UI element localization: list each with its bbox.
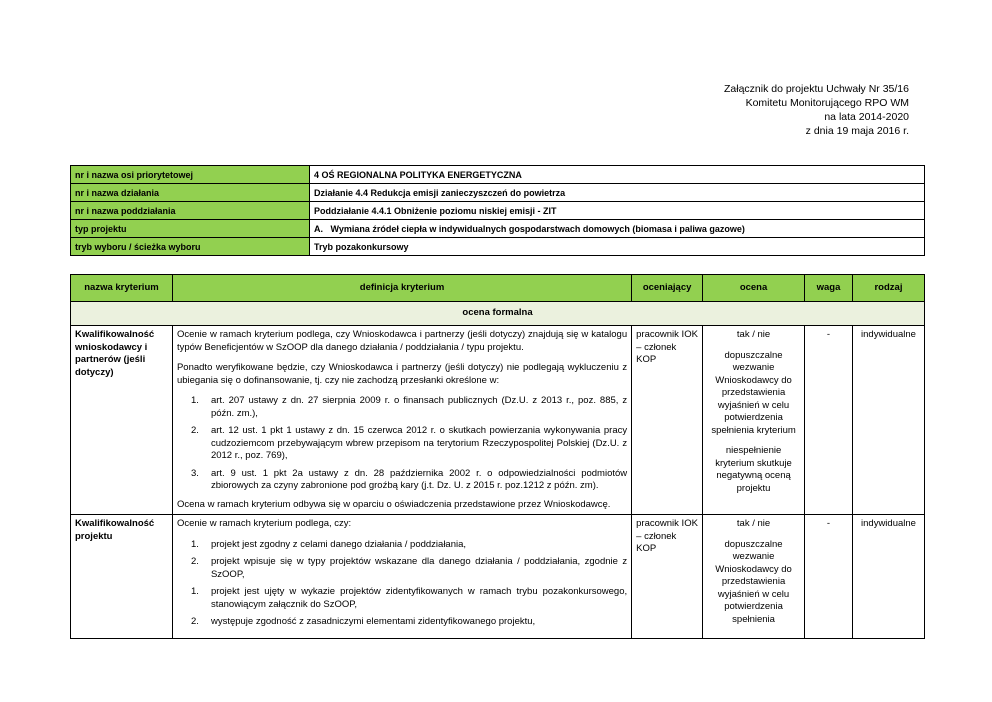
criteria-header-row bbox=[71, 275, 925, 302]
criterion-definition bbox=[172, 515, 631, 639]
criterion-rating bbox=[703, 515, 805, 639]
info-row bbox=[71, 184, 925, 202]
column-header-evaluator: oceniający bbox=[632, 275, 703, 302]
list-item bbox=[177, 586, 627, 611]
info-label: nr i nazwa osi priorytetowej bbox=[71, 166, 310, 184]
list-text: projekt jest zgodny z celami danego działania / poddziałania, bbox=[210, 538, 467, 550]
column-header-definition: definicja kryterium bbox=[172, 275, 631, 302]
criterion-weight: - bbox=[805, 326, 853, 515]
list-item bbox=[177, 425, 627, 463]
header-line-1: Załącznik do projektu Uchwały Nr 35/16 bbox=[723, 83, 909, 95]
criterion-row bbox=[71, 515, 925, 639]
document-header bbox=[724, 82, 909, 138]
list-text: art. 9 ust. 1 pkt 2a ustawy z dn. 28 października 2002 r. o odpowiedzialności podmiotów zbiorowych za czyny zabronione pod groźbą kary (j.t. Dz. U. z 2015 r. poz.1212 z późn. zm). bbox=[210, 467, 628, 491]
criterion-name: Kwalifikowalność projektu bbox=[71, 515, 173, 639]
info-label: typ projektu bbox=[71, 220, 310, 238]
list-number: 1. bbox=[190, 586, 199, 597]
definition-paragraph: Ocena w ramach kryterium odbywa się w oparciu o oświadczenia przedstawione przez Wnioskodawcę. bbox=[176, 498, 611, 510]
rating-text: dopuszczalne wezwanie Wnioskodawcy do przedstawienia wyjaśnień w celu potwierdzenia spełnienia kryterium bbox=[711, 349, 796, 436]
criterion-type: indywidualne bbox=[852, 515, 924, 639]
header-line-2: Komitetu Monitorującego RPO WM bbox=[745, 97, 909, 109]
list-item bbox=[177, 539, 627, 552]
section-row bbox=[71, 302, 925, 326]
project-info-table bbox=[70, 165, 925, 256]
info-value: Tryb pozakonkursowy bbox=[310, 238, 925, 256]
info-value: A. Wymiana źródeł ciepła w indywidualnych gospodarstwach domowych (biomasa i paliwa gazowe) bbox=[310, 220, 925, 238]
rating-text: niespełnienie kryterium skutkuje negatywną oceną projektu bbox=[715, 445, 792, 494]
info-label: nr i nazwa poddziałania bbox=[71, 202, 310, 220]
column-header-name: nazwa kryterium bbox=[71, 275, 173, 302]
criterion-evaluator: pracownik IOK – członek KOP bbox=[632, 326, 703, 515]
list-text: art. 12 ust. 1 pkt 1 ustawy z dn. 15 czerwca 2012 r. o skutkach powierzania wykonywania pracy cudzoziemcom przebywającym wbrew przepisom na terytorium Rzeczypospolitej Polskiej (Dz.U. z 2012 r., poz. 769), bbox=[210, 425, 628, 461]
definition-paragraph: Ponadto weryfikowane będzie, czy Wnioskodawca i partnerzy (jeśli dotyczy) nie podlegają wykluczeniu z ubiegania się o dofinansowanie, tj. czy nie zachodzą przesłanki określone w: bbox=[176, 362, 628, 386]
criterion-type: indywidualne bbox=[852, 326, 924, 515]
info-label: nr i nazwa działania bbox=[71, 184, 310, 202]
list-item bbox=[177, 468, 627, 493]
definition-list bbox=[177, 395, 627, 493]
definition-paragraph: Ocenie w ramach kryterium podlega, czy Wnioskodawca i partnerzy (jeśli dotyczy) znajdują się w katalogu typów Beneficjentów w SzOOP dla danego działania / poddziałania / typu projektu. bbox=[176, 329, 628, 353]
rating-text: dopuszczalne wezwanie Wnioskodawcy do przedstawienia wyjaśnień w celu potwierdzenia spełnienia bbox=[715, 538, 792, 625]
criterion-rating bbox=[703, 326, 805, 515]
list-number: 2. bbox=[190, 556, 199, 567]
header-line-3: na lata 2014-2020 bbox=[824, 111, 909, 123]
list-number: 1. bbox=[190, 395, 199, 406]
criterion-definition bbox=[172, 326, 631, 515]
definition-list bbox=[177, 539, 627, 629]
list-text: projekt wpisuje się w typy projektów wskazane dla danego działania / poddziałania, zgodnie z SzOOP, bbox=[210, 556, 628, 580]
column-header-type: rodzaj bbox=[852, 275, 924, 302]
info-label: tryb wyboru / ścieżka wyboru bbox=[71, 238, 310, 256]
list-item bbox=[177, 616, 627, 629]
column-header-weight: waga bbox=[805, 275, 853, 302]
criterion-evaluator: pracownik IOK – członek KOP bbox=[632, 515, 703, 639]
info-value: 4 OŚ REGIONALNA POLITYKA ENERGETYCZNA bbox=[310, 166, 925, 184]
criterion-name: Kwalifikowalność wnioskodawcy i partnerów (jeśli dotyczy) bbox=[71, 326, 173, 515]
info-value: Działanie 4.4 Redukcja emisji zanieczyszczeń do powietrza bbox=[310, 184, 925, 202]
column-header-rating: ocena bbox=[703, 275, 805, 302]
definition-paragraph: Ocenie w ramach kryterium podlega, czy: bbox=[176, 518, 352, 529]
criteria-table bbox=[70, 274, 925, 639]
section-title: ocena formalna bbox=[71, 302, 925, 326]
info-row bbox=[71, 202, 925, 220]
list-text: występuje zgodność z zasadniczymi elementami zidentyfikowanego projektu, bbox=[210, 616, 536, 627]
list-number: 3. bbox=[190, 467, 199, 479]
list-item bbox=[177, 556, 627, 581]
list-number: 2. bbox=[190, 616, 199, 627]
rating-text: tak / nie bbox=[736, 518, 771, 529]
criterion-weight: - bbox=[805, 515, 853, 639]
list-number: 2. bbox=[190, 425, 199, 436]
info-row bbox=[71, 238, 925, 256]
list-item bbox=[177, 395, 627, 420]
list-text: art. 207 ustawy z dn. 27 sierpnia 2009 r. o finansach publicznych (Dz.U. z 2013 r., poz. 885, z późn. zm.), bbox=[210, 395, 628, 419]
header-line-4: z dnia 19 maja 2016 r. bbox=[805, 125, 909, 137]
list-number: 1. bbox=[190, 538, 199, 550]
criterion-row bbox=[71, 326, 925, 515]
rating-text: tak / nie bbox=[736, 329, 771, 340]
list-text: projekt jest ujęty w wykazie projektów zidentyfikowanych w ramach trybu pozakonkursowego, stanowiącym załącznik do SzOOP, bbox=[210, 586, 628, 610]
info-value: Poddziałanie 4.4.1 Obniżenie poziomu niskiej emisji - ZIT bbox=[310, 202, 925, 220]
info-row bbox=[71, 220, 925, 238]
info-row bbox=[71, 166, 925, 184]
